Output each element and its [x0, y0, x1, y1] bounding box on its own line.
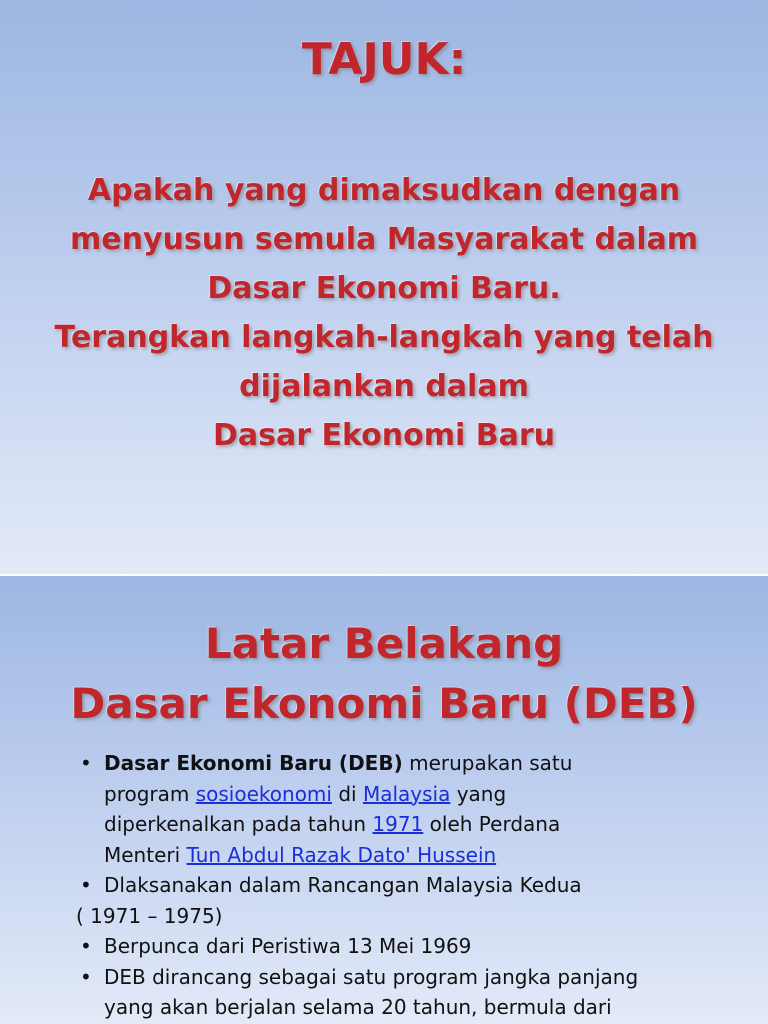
title-line: Dasar Ekonomi Baru (DEB)	[70, 679, 698, 728]
question-line: dijalankan dalam	[239, 369, 529, 404]
question-line: Dasar Ekonomi Baru.	[207, 271, 561, 306]
text: DEB dirancang sebagai satu program jangka panjang	[104, 964, 639, 989]
text: Berpunca dari Peristiwa 13 Mei 1969	[104, 934, 472, 958]
bullet-icon: •	[80, 964, 92, 989]
text: merupakan satu	[402, 751, 573, 775]
list-item	[80, 748, 750, 870]
bullet-icon: •	[80, 751, 92, 775]
list-item	[80, 870, 750, 901]
list-item	[80, 931, 750, 962]
text: program	[104, 781, 196, 806]
text: yang	[450, 781, 507, 806]
question-text	[20, 166, 748, 460]
link-1971[interactable]: 1971	[372, 812, 424, 836]
bullet-icon: •	[80, 873, 92, 897]
question-line: Apakah yang dimaksudkan dengan	[87, 173, 681, 208]
text: oleh Perdana	[423, 812, 561, 836]
text: diperkenalkan pada tahun	[104, 812, 373, 836]
title-line: Latar Belakang	[204, 619, 564, 668]
text: di	[331, 781, 363, 806]
link-sosioekonomi[interactable]: sosioekonomi	[195, 781, 332, 806]
text: ( 1971 – 1975)	[76, 903, 223, 928]
slide-2	[0, 576, 768, 1024]
list-item	[80, 962, 750, 1023]
text: Dlaksanakan dalam Rancangan Malaysia Kedua	[104, 873, 582, 897]
slide-title: TAJUK:	[301, 34, 467, 85]
list-item-continuation	[76, 901, 750, 932]
bold-term: Dasar Ekonomi Baru (DEB)	[104, 751, 403, 775]
slide-title	[0, 614, 768, 734]
text: Menteri	[104, 842, 187, 867]
question-line: menyusun semula Masyarakat dalam	[70, 222, 698, 257]
link-malaysia[interactable]: Malaysia	[362, 781, 451, 806]
question-line: Dasar Ekonomi Baru	[213, 418, 555, 453]
bullet-icon: •	[80, 934, 92, 958]
text: yang akan berjalan selama 20 tahun, bermula dari	[104, 995, 612, 1019]
bullet-list	[76, 748, 750, 1023]
link-tun-abdul-razak[interactable]: Tun Abdul Razak Dato' Hussein	[186, 842, 497, 867]
question-line: Terangkan langkah-langkah yang telah	[54, 320, 714, 355]
